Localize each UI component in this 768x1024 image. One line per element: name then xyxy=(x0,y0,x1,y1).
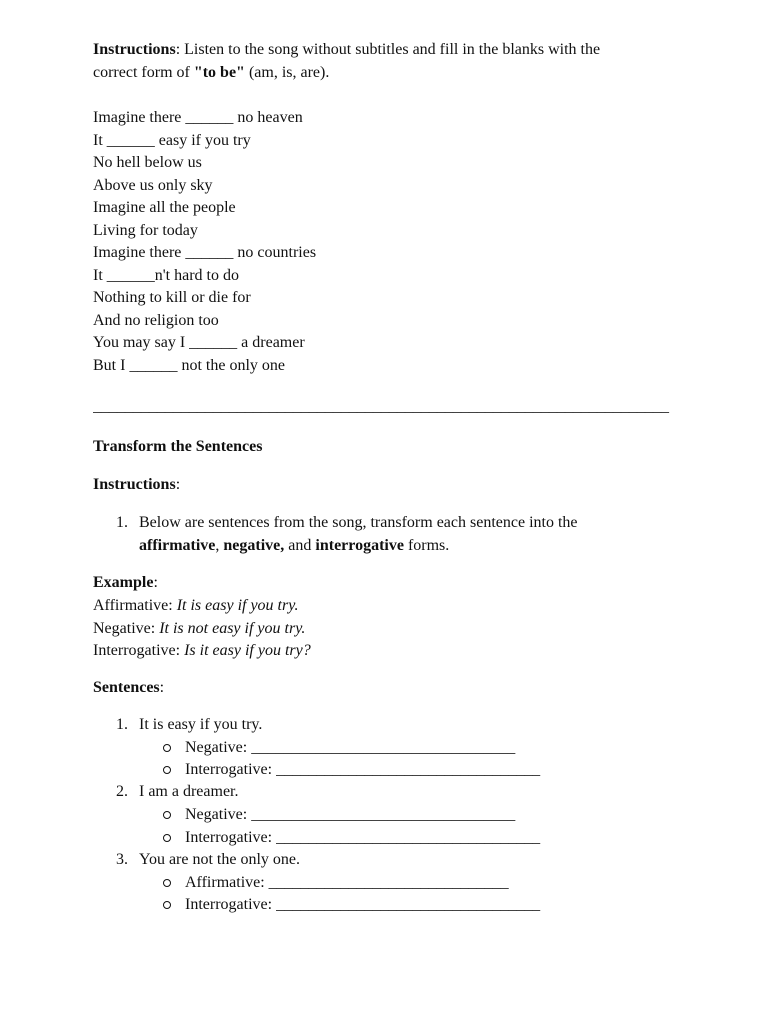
lyrics-block xyxy=(93,107,316,377)
answer-line-interrogative[interactable]: Interrogative: _________________________________ xyxy=(185,761,541,778)
lyric-line: Living for today xyxy=(93,221,198,239)
fill-blanks-instructions-line2 xyxy=(93,62,329,85)
circle-bullet-icon xyxy=(163,879,171,887)
negative-keyword: negative, xyxy=(223,537,285,554)
lyric-line: No hell below us xyxy=(93,154,202,171)
example-affirmative: Affirmative: It is easy if you try. xyxy=(93,597,299,614)
instructions-text: : Listen to the song without subtitles and fill in the blanks with the xyxy=(175,41,601,58)
lyric-line: You may say I ______ a dreamer xyxy=(93,334,305,351)
fill-blanks-instructions-line1 xyxy=(93,39,600,62)
step-text-line1: Below are sentences from the song, transform each sentence into the xyxy=(139,514,578,531)
sentence-number: 2. xyxy=(116,783,128,800)
step-number: 1. xyxy=(116,514,128,531)
section-title: Transform the Sentences xyxy=(93,438,263,455)
lyric-line: And no religion too xyxy=(93,311,219,329)
sentence-text: You are not the only one. xyxy=(139,851,301,868)
section-divider: ________________________________________________________________________ xyxy=(93,398,669,415)
instructions-text-post: (am, is, are). xyxy=(244,64,330,81)
transform-instructions-heading: Instructions: xyxy=(93,476,181,493)
lyric-line: It ______ easy if you try xyxy=(93,131,251,149)
instructions-text-pre: correct form of xyxy=(93,64,194,81)
lyric-line: Nothing to kill or die for xyxy=(93,289,251,306)
circle-bullet-icon xyxy=(163,811,171,819)
instructions-label: Instructions xyxy=(93,41,176,58)
example-block xyxy=(93,595,311,663)
lyric-line: Imagine all the people xyxy=(93,199,236,216)
lyric-line: Imagine there ______ no heaven xyxy=(93,109,303,126)
circle-bullet-icon xyxy=(163,901,171,909)
circle-bullet-icon xyxy=(163,834,171,842)
example-interrogative: Interrogative: Is it easy if you try? xyxy=(93,642,311,659)
step-text-line2: affirmative, negative, and interrogative forms. xyxy=(139,537,450,554)
sentences-heading: Sentences: xyxy=(93,679,165,696)
lyric-line: Imagine there ______ no countries xyxy=(93,244,317,261)
example-heading: Example: xyxy=(93,574,158,591)
answer-line-interrogative[interactable]: Interrogative: _________________________________ xyxy=(185,896,541,913)
interrogative-keyword: interrogative xyxy=(315,537,404,554)
lyric-line: It ______n't hard to do xyxy=(93,266,239,284)
answer-line-negative[interactable]: Negative: _________________________________ xyxy=(185,739,516,756)
answer-line-negative[interactable]: Negative: _________________________________ xyxy=(185,806,516,823)
answer-line-interrogative[interactable]: Interrogative: _________________________________ xyxy=(185,829,541,846)
sentence-number: 3. xyxy=(116,851,128,868)
sentence-text: I am a dreamer. xyxy=(139,783,239,800)
sentence-text: It is easy if you try. xyxy=(139,716,263,733)
circle-bullet-icon xyxy=(163,766,171,774)
lyric-line: Above us only sky xyxy=(93,176,213,194)
lyric-line: But I ______ not the only one xyxy=(93,356,285,374)
answer-line-affirmative[interactable]: Affirmative: ______________________________ xyxy=(185,874,509,891)
example-negative: Negative: It is not easy if you try. xyxy=(93,619,306,637)
affirmative-keyword: affirmative xyxy=(139,537,216,554)
sentence-number: 1. xyxy=(116,716,128,733)
to-be-keyword: "to be" xyxy=(193,64,245,81)
circle-bullet-icon xyxy=(163,744,171,752)
